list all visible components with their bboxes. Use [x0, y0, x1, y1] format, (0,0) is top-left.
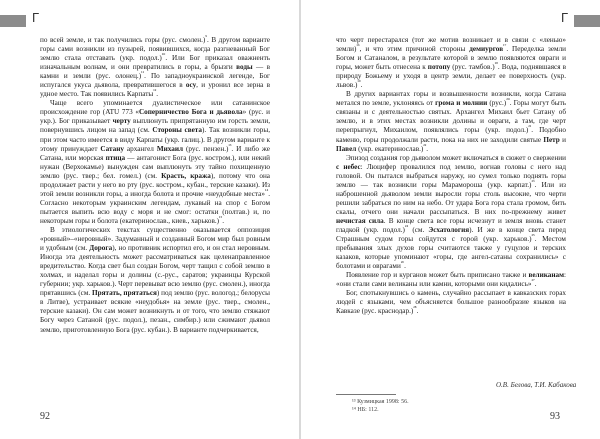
bold-term: птица: [105, 153, 126, 162]
text-run: . И либо же Сатана, или морская: [40, 144, 270, 162]
text-run: по всей земле, и так получились горы (рус. смолен.): [40, 36, 206, 44]
text-run: В других вариантах горы и возвышенности возникли, когда Сатана метался по земле, уклоняясь от: [336, 90, 566, 108]
right-page: [300, 0, 600, 439]
footnotes: [352, 398, 409, 414]
text-run: .: [156, 90, 158, 99]
text-run: (рус. пензен.): [183, 144, 229, 153]
paragraph: [40, 99, 270, 226]
paragraph: [336, 154, 566, 272]
footnote-ref: ²⁷: [531, 279, 535, 285]
text-run: Эпизод создания гор дьяволом может включаться в сюжет о свержении: [346, 153, 566, 162]
page-number: 93: [550, 411, 560, 422]
text-run: ). И же в конце света перед Страшным судом горы сойдутся с горой (укр. харьков.): [336, 225, 566, 244]
bold-term: Эсхатология: [428, 225, 470, 234]
text-run: : «они стали сами великаны или камни, которыми они кидались»: [336, 271, 566, 289]
footnote-ref: ¹¹: [141, 71, 145, 77]
section-letter: Г: [32, 10, 40, 25]
footnote-ref: ²¹: [528, 126, 532, 132]
text-run: . Горы могут быть связаны и с деятельностью святых. Архангел Михаил бьет Сатану об землю, и в этих местах возникли долины и овраги, а там, где черт перепрыгнул, Михаилом, появлялись горы (укр. подол.): [336, 99, 566, 135]
text-run: архангел: [123, 144, 157, 153]
text-run: и: [559, 135, 566, 144]
bold-term: Петр: [543, 135, 560, 144]
bold-term: Павел: [336, 144, 357, 153]
text-run: (укр. екатеринослав.): [356, 144, 424, 153]
footnote-ref: ¹⁷: [503, 44, 507, 50]
bold-term: Красть, кража: [161, 171, 211, 180]
text-run: . В другом варианте горы сами возникли из пузырей, появившихся, когда разгневанный Бог землю стала отставать (укр. подол.): [40, 36, 270, 63]
footnote-ref: ¹⁰: [161, 53, 166, 59]
text-run: В этиологических текстах существенно оказывается оппозиция «ровный»–«неровный». Задуманный и созданный Богом мир был ровным и удобным (см.: [40, 225, 270, 253]
bold-term: великанам: [528, 271, 564, 280]
bold-term: нечистая сила: [336, 216, 384, 225]
bold-term: Прятать, прятаться: [91, 289, 157, 298]
text-run: .: [426, 144, 429, 153]
text-run: Появление гор и курганов может быть приписано также и: [346, 271, 529, 280]
bold-term: с небес: [336, 162, 361, 171]
footnote-ref: ²⁸: [413, 307, 417, 313]
footnote-ref: ²⁰: [506, 98, 510, 104]
bold-term: демиургов: [469, 45, 504, 54]
footnote-ref: ²⁵: [531, 234, 535, 240]
footnote-rule: [336, 394, 396, 395]
section-letter: Г: [560, 10, 568, 25]
body-text: [40, 36, 270, 335]
text-run: (рус.): [487, 99, 507, 108]
paragraph: [40, 226, 270, 335]
text-run: . Согласно некоторым украинским легендам, лукавый на спор с Богом пытается выпить всю воду с моря и не смог: остатки (полтав.) и, по некоторым горы и болота (екатеринослав., киев., харьков.): [40, 189, 270, 225]
page-number: 92: [40, 411, 50, 422]
text-run: , и уронил все зерна в удное место. Так появились Карпаты: [40, 81, 270, 99]
bold-term: Стороны света: [152, 126, 202, 135]
footnote-ref: ⁹: [205, 35, 208, 41]
bold-term: грома и молнии: [435, 99, 488, 108]
text-run: .: [416, 307, 419, 316]
text-run: (рус. тамбов.): [450, 63, 495, 72]
text-run: Бог, спотыкнувшись о камень, случайно рассыпает в кавказских горах людей с языками, чем объясняется большое разнообразие языков на Кавказе (рус. краснодар.): [336, 289, 566, 316]
footnote-ref: ¹⁸: [494, 62, 498, 68]
text-run: что черт перестарался (тот же мотив возникает и в связи с «ленью» земли): [336, 36, 566, 54]
bold-term: Соперничество Бога и дьявола: [138, 108, 243, 117]
footnote-ref: ²⁶: [400, 261, 405, 267]
paragraph: [336, 90, 566, 153]
paragraph: [336, 271, 566, 289]
text-run: выплюнуть припрятанную им горсть земли, повернувшись лицом на запад (см.: [40, 117, 271, 135]
text-run: .: [360, 81, 363, 90]
text-run: — антагонист Бога (рус. костром.), или некий нужан (Верхокамье) вынужден сам выплюнуть эту тайно похищенную землю (рус. твер.; бел. гомел.) (см.: [40, 153, 270, 180]
text-run: . Подобно каменю, горы продолжали расти, пока на них не заходили святые: [336, 126, 566, 144]
text-run: .: [404, 262, 406, 271]
footnote-ref: ¹²: [153, 89, 157, 95]
text-run: .: [534, 280, 537, 289]
text-run: » (рус. и укр.). Бог приказывает: [40, 108, 270, 126]
text-run: ) под землю (рус. вологод.; белорусы в Литве), устраивает всякие «неудобья» на земле (рус. твер., смолен., терские казаки). Он сам может возникнуть и от того, что землю стяжают Богу через Сатаной (рус. подол.), пезан., симбир.) или сжимают дьявол землю, приготовленную Бога (рус. кубан.). В варианте подчеркивается,: [40, 289, 270, 334]
text-run: , и что этим причиной стороны: [359, 45, 470, 54]
bold-term: Михаил: [156, 144, 184, 153]
text-run: . Переделка земли Богом и Сатаналом, в результате которой в землю появляются овраги и горы, может быть отнесена к: [336, 45, 567, 72]
paragraph: [40, 36, 270, 99]
text-run: . Или Бог приказал оважненть изначальным волнам, и они превратились в горы, а брызги: [40, 54, 271, 72]
thumb-index-tab: [574, 15, 600, 27]
thumb-index-tab: [0, 15, 26, 27]
text-run: . Местом пребывания злых духов горы считаются также у гуцулов и терских казаков, которые упоминают «горы, где ангел-сатаны сохранились» с болотами и оврагами: [336, 235, 566, 271]
footnote-ref: ²³: [531, 180, 535, 186]
footnote-ref: ²⁴: [404, 225, 409, 231]
paragraph: [336, 36, 566, 90]
bold-term: Сатану: [100, 144, 124, 153]
body-text: [336, 36, 566, 316]
text-run: . По западноукраинской легенде, Бог испугался укуса дьявола, превратившегося в: [40, 72, 270, 90]
bold-term: потопу: [427, 63, 451, 72]
text-run: . Или из наброшенной дьяволом земли выросли горы столь высокие, что черти решили забраться по ним на небо. От удара Бога гора стала громом, бить скалы, отчего они начали рассыпаться. В них по-прежнему живет: [336, 180, 566, 216]
bold-term: Дорога: [89, 244, 113, 253]
text-run: .: [222, 216, 225, 225]
footnote-ref: ¹³: [228, 144, 232, 150]
text-run: : Люцифер провалился под землю, вогнав головы с него над головой. Он пытался выбраться наружу, но сумел только поднять горы землю — так возникли горы Марамороша (укр. карпат.): [336, 162, 567, 189]
bold-term: воды: [236, 63, 253, 72]
bold-term: черту: [112, 117, 131, 126]
footnote: ¹⁴ НБ: 112.: [352, 407, 379, 413]
paragraph: [336, 289, 566, 316]
bold-term: осу: [185, 81, 197, 90]
footnote-ref: ¹⁶: [356, 44, 360, 50]
footnote-ref: ¹⁵: [219, 216, 223, 222]
text-run: ). Так возникли горы, при этом часто имеется в виду Карпаты (укр. галиц.). В другом варианте к этому принуждает: [40, 126, 270, 153]
text-run: . В конце света все горы исчезнут и земля вновь станет гладкой (укр. подол.): [336, 216, 566, 234]
footnote: ¹³ Кузмицкая 1998: 56.: [352, 399, 409, 405]
text-run: (см.: [408, 225, 429, 234]
text-run: . Вода, поднявшаяся в природу Божьему и уходя в центр земли, делает ее поверхность (укр. львов.): [336, 63, 566, 90]
text-run: — в камни и земли (рус. олонец.): [40, 63, 270, 81]
footnote-ref: ²²: [423, 144, 427, 150]
text-run: Чаще всего упоминается дуалистическое или сатанинское происхождение гор (ATU 773 «: [40, 99, 270, 117]
author-signature: О.В. Белова, Т.И. Кабакова: [496, 381, 577, 389]
footnote-ref: ¹⁴: [264, 189, 269, 195]
footnote-ref: ¹⁹: [357, 80, 361, 86]
text-run: ), потому что она продолжает расти у него во рту (рус. костром., кубан., терские казаки). Из этой земли возникли горы, а иногда болота и прочие «неудобные места»: [40, 171, 270, 198]
text-run: ), но противник испортил его, и он стал неровным. Иногда эта деятельность может рассматриваться как целенаправленное вредительство. Когда свет был создан Богом, черт тащил с собой землю в холмах, и наделал горы и долины (с.-рус., саратов; украинцы Курской губернии; укр. харьков.). Черт перевыват всю землю (рус. смолен.), иногда прятавшись (см.: [40, 244, 270, 298]
